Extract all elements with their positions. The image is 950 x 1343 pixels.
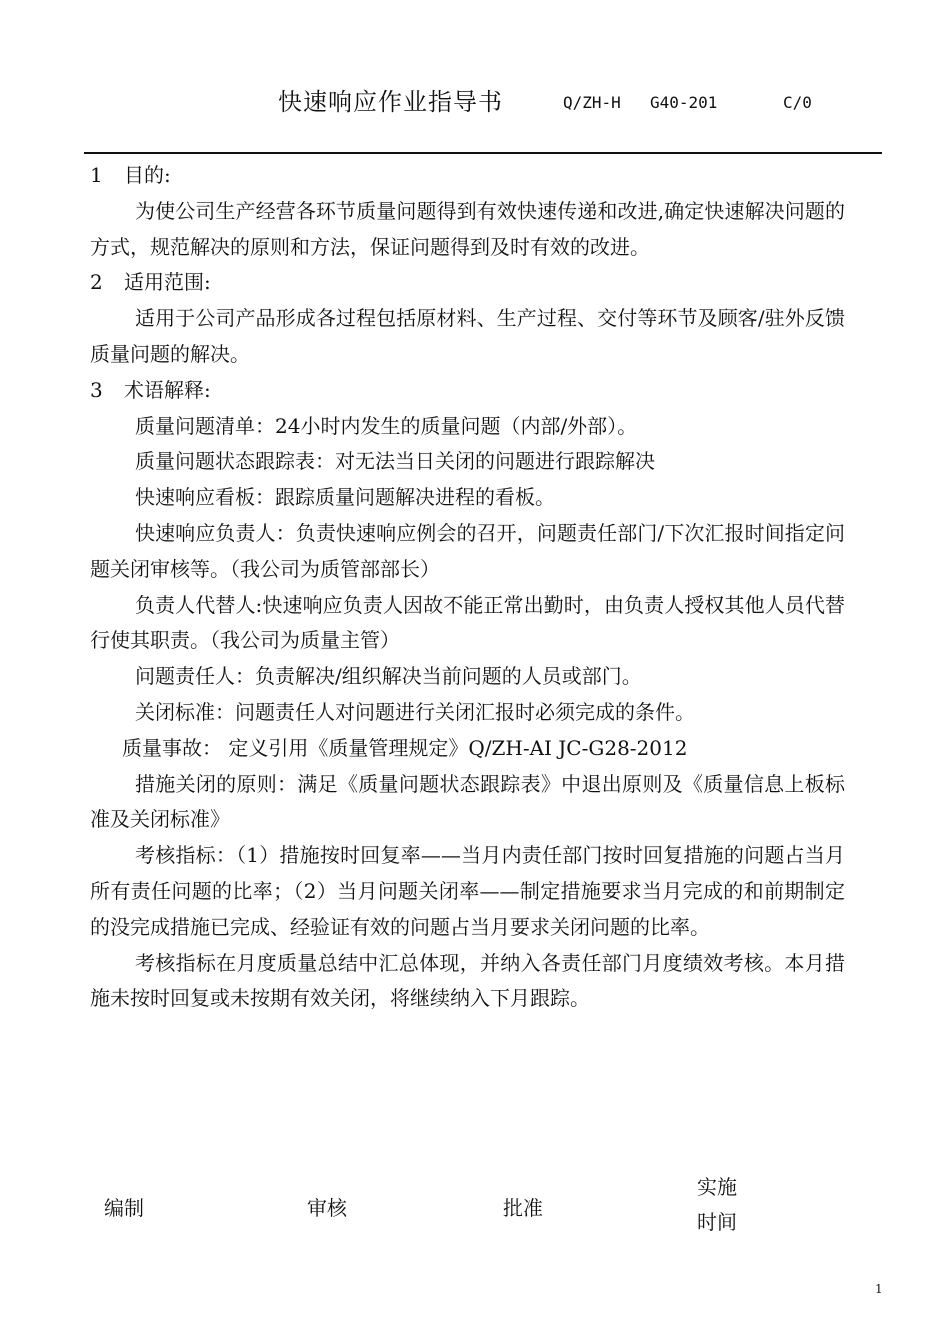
term-paragraph: 负责人代替人:快速响应负责人因故不能正常出勤时，由负责人授权其他人员代替行使其职责。（我公司为质量主管） xyxy=(90,592,845,653)
section-title: 术语解释: xyxy=(124,377,211,402)
doc-revision: C/0 xyxy=(783,93,812,112)
section-number: 3 xyxy=(90,377,103,402)
doc-number: G40-201 xyxy=(650,93,718,112)
term-paragraph: 考核指标在月度质量总结中汇总体现，并纳入各责任部门月度绩效考核。本月措施未按时回复或未按期有效关闭，将继续纳入下月跟踪。 xyxy=(90,950,845,1011)
term-paragraph: 质量问题清单：24小时内发生的质量问题（内部/外部）。 xyxy=(135,413,638,438)
section-heading-3 xyxy=(90,373,845,409)
effective-label-line2: 时间 xyxy=(697,1210,737,1234)
section-number: 2 xyxy=(90,270,103,295)
term-paragraph: 质量事故： 定义引用《质量管理规定》Q/ZH-AI JC-G28-2012 xyxy=(122,735,688,760)
doc-code: Q/ZH-H xyxy=(563,93,621,112)
paragraph: 适用于公司产品形成各过程包括原材料、生产过程、交付等环节及顾客/驻外反馈质量问题的解决。 xyxy=(90,306,845,366)
section-title: 适用范围: xyxy=(124,270,211,295)
term-paragraph: 考核指标：（1）措施按时回复率——当月内责任部门按时回复措施的问题占当月所有责任问题的比率；（2）当月问题关闭率——制定措施要求当月完成的和前期制定的没完成措施已完成、经验证有效的问题占当月要求关闭问题的比率。 xyxy=(90,843,845,939)
section-number: 1 xyxy=(90,163,103,187)
signature-effective-date xyxy=(697,1170,749,1240)
section-heading-2 xyxy=(90,265,845,301)
paragraph: 为使公司生产经营各环节质量问题得到有效快速传递和改进,确定快速解决问题的方式，规范解决的原则和方法，保证问题得到及时有效的改进。 xyxy=(90,198,845,259)
term-paragraph: 质量问题状态跟踪表：对无法当日关闭的问题进行跟踪解决 xyxy=(135,449,655,474)
effective-label-line1: 实施 xyxy=(697,1175,737,1199)
section-heading-1 xyxy=(90,158,845,194)
page-number: 1 xyxy=(875,1282,883,1296)
term-paragraph: 关闭标准：问题责任人对问题进行关闭汇报时必须完成的条件。 xyxy=(135,699,695,724)
term-paragraph: 问题责任人：负责解决/组织解决当前问题的人员或部门。 xyxy=(135,664,642,689)
document-body xyxy=(90,158,845,1017)
signature-approved: 批准 xyxy=(503,1196,543,1220)
term-paragraph: 快速响应负责人：负责快速响应例会的召开，问题责任部门/下次汇报时间指定问题关闭审核等。（我公司为质管部部长） xyxy=(90,520,845,581)
term-paragraph: 快速响应看板：跟踪质量问题解决进程的看板。 xyxy=(135,485,555,510)
document-title: 快速响应作业指导书 xyxy=(278,88,503,116)
header-rule xyxy=(84,152,882,154)
section-title: 目的: xyxy=(124,163,171,187)
signature-prepared: 编制 xyxy=(104,1196,144,1220)
term-paragraph: 措施关闭的原则：满足《质量问题状态跟踪表》中退出原则及《质量信息上板标准及关闭标准》 xyxy=(90,771,845,832)
signature-reviewed: 审核 xyxy=(307,1196,347,1220)
